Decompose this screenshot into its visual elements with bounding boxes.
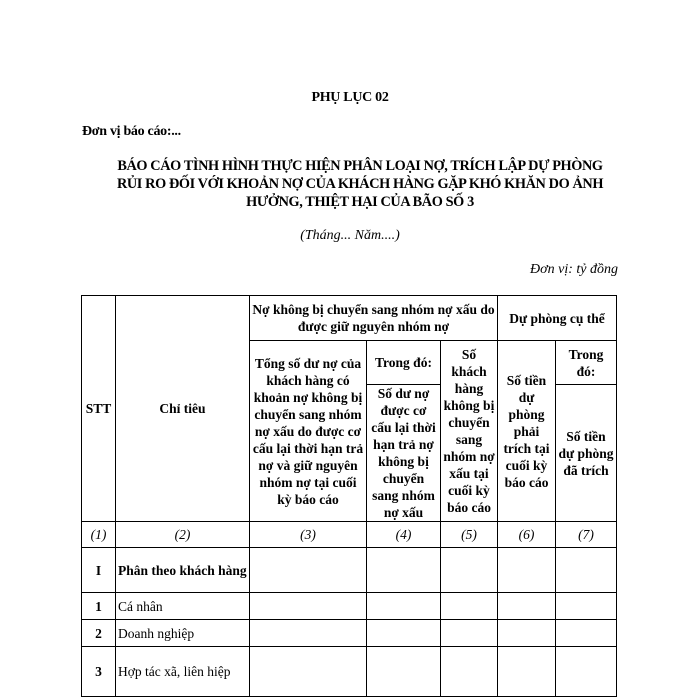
report-title-line: HƯỞNG, THIỆT HẠI CỦA BÃO SỐ 3 [246, 194, 474, 210]
data-cell [367, 647, 441, 697]
header-debt-group: Nợ không bị chuyển sang nhóm nợ xấu do được giữ nguyên nhóm nợ [250, 296, 498, 341]
data-cell [250, 548, 367, 593]
data-cell [441, 620, 498, 647]
index-cell: (3) [250, 522, 367, 548]
index-cell: (2) [116, 522, 250, 548]
data-cell [367, 548, 441, 593]
data-cell [556, 548, 617, 593]
row-stt: I [82, 548, 116, 593]
data-cell [498, 548, 556, 593]
header-col6: Số tiền dự phòng phải trích tại cuối kỳ báo cáo [498, 341, 556, 522]
row-name: Hợp tác xã, liên hiệp [116, 647, 250, 697]
header-provision-group: Dự phòng cụ thể [498, 296, 617, 341]
data-cell [441, 548, 498, 593]
reporting-unit: Đơn vị báo cáo:... [82, 124, 181, 139]
data-cell [498, 647, 556, 697]
appendix-heading: PHỤ LỤC 02 [311, 90, 389, 105]
index-cell: (5) [441, 522, 498, 548]
data-cell [441, 647, 498, 697]
data-cell [498, 593, 556, 620]
data-cell [441, 593, 498, 620]
index-cell: (4) [367, 522, 441, 548]
index-cell: (6) [498, 522, 556, 548]
data-cell [250, 620, 367, 647]
data-cell [367, 593, 441, 620]
row-stt: 2 [82, 620, 116, 647]
header-col7: Số tiền dự phòng đã trích [556, 385, 617, 522]
data-cell [250, 647, 367, 697]
header-criteria: Chỉ tiêu [116, 296, 250, 522]
data-cell [367, 620, 441, 647]
header-col3: Tổng số dư nợ của khách hàng có khoản nợ không bị chuyển sang nhóm nợ xấu do được cơ cấu lại thời hạn trả nợ và giữ nguyên nhóm nợ tại cuối kỳ báo cáo [250, 341, 367, 522]
row-stt: 1 [82, 593, 116, 620]
row-name: Doanh nghiệp [116, 620, 250, 647]
header-stt: STT [82, 296, 116, 522]
currency-unit: Đơn vị: tỷ đồng [530, 262, 618, 277]
report-title-line: RỦI RO ĐỐI VỚI KHOẢN NỢ CỦA KHÁCH HÀNG GẶP KHÓ KHĂN DO ẢNH [116, 176, 604, 192]
data-cell [556, 647, 617, 697]
report-title [100, 157, 620, 211]
index-cell: (7) [556, 522, 617, 548]
report-title-line: BÁO CÁO TÌNH HÌNH THỰC HIỆN PHÂN LOẠI NỢ, TRÍCH LẬP DỰ PHÒNG [117, 158, 603, 174]
row-name: Phân theo khách hàng [116, 548, 250, 593]
row-stt: 3 [82, 647, 116, 697]
index-cell: (1) [82, 522, 116, 548]
data-cell [556, 620, 617, 647]
data-cell [250, 593, 367, 620]
report-table [81, 295, 617, 697]
header-col4: Số dư nợ được cơ cấu lại thời hạn trả nợ không bị chuyển sang nhóm nợ xấu [367, 385, 441, 522]
data-cell [498, 620, 556, 647]
row-name: Cá nhân [116, 593, 250, 620]
header-in-which-2: Trong đó: [556, 341, 617, 385]
report-period: (Tháng... Năm....) [300, 228, 400, 243]
header-in-which: Trong đó: [367, 341, 441, 385]
header-col5: Số khách hàng không bị chuyển sang nhóm nợ xấu tại cuối kỳ báo cáo [441, 341, 498, 522]
data-cell [556, 593, 617, 620]
